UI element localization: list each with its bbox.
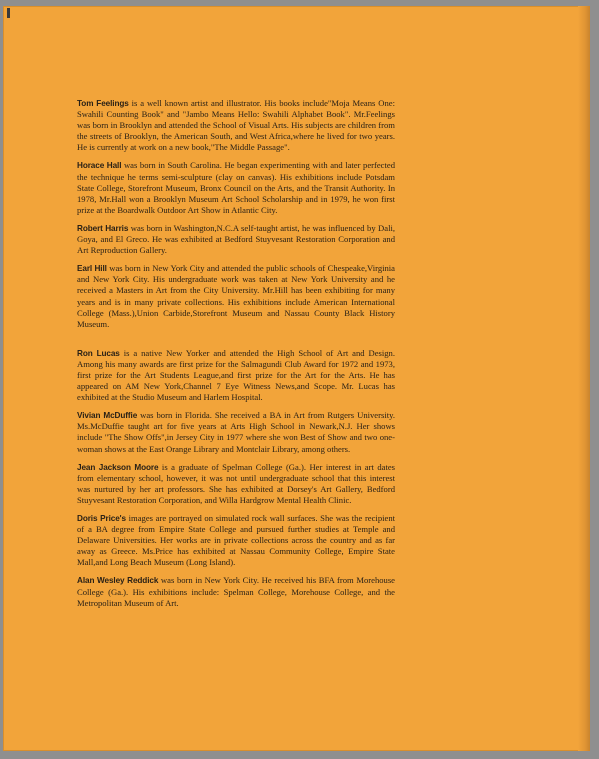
bio-vivian-mcduffie bbox=[77, 410, 395, 454]
artist-bios bbox=[77, 98, 395, 616]
page-edge bbox=[578, 6, 590, 751]
document-page bbox=[3, 6, 590, 751]
bio-earl-hill bbox=[77, 263, 395, 330]
bio-text: is a well known artist and illustrator. His books include"Moja Means One: Swahili Counting Book" and "Jambo Means Hello: Swahili Alphabet Book". Mr.Feelings was born in Brooklyn and attended the School of Visual Arts. His subjects are children from the streets of Brooklyn, the American South, and West Africa,where he lived for two years. He is currently at work on a new book,"The Middle Passage". bbox=[77, 98, 395, 153]
artist-name: Vivian McDuffie bbox=[77, 411, 138, 421]
artist-name: Tom Feelings bbox=[77, 99, 129, 108]
bio-doris-price bbox=[77, 513, 395, 568]
bio-ron-lucas bbox=[77, 348, 395, 403]
artist-name: Earl Hill bbox=[77, 264, 107, 274]
artist-name: Jean Jackson Moore bbox=[77, 462, 159, 472]
corner-mark bbox=[7, 8, 10, 18]
bio-text: was born in South Carolina. He began experimenting with and later perfected the technique he terms semi-sculpture (clay on canvas). His exhibitions include Potsdam State College, Storefront Museum, Bronx Council on the Arts, and the Transit Authority. In 1978, Mr.Hall won a Brooklyn Museum Art School Scholarship and in 1979, he won first prize at the Boardwalk Outdoor Art Show in Atlantic City. bbox=[77, 160, 395, 215]
bio-text: is a graduate of Spelman College (Ga.). Her interest in art dates from elementary school, however, it was not until undergraduate school that this interest was nurtured by her art professors. She has exhibited at Dorsey's Art Gallery, Bedford Stuyvesant Restoration Corporation, and Willa Hardgrow Mental Health Clinic. bbox=[77, 461, 396, 505]
bio-text: was born in Washington,N.C.A self-taught artist, he was influenced by Dali, Goya, and El Greco. He was exhibited at Bedford Stuyvesant Restoration Corporation and Art Reproduction Gallery. bbox=[77, 222, 395, 256]
bio-alan-wesley-reddick bbox=[77, 575, 395, 608]
artist-name: Horace Hall bbox=[77, 161, 122, 171]
bio-jean-jackson-moore bbox=[77, 462, 395, 506]
bio-tom-feelings bbox=[77, 98, 395, 153]
artist-name: Alan Wesley Reddick bbox=[77, 576, 159, 586]
artist-name: Robert Harris bbox=[77, 223, 129, 233]
bio-robert-harris bbox=[77, 223, 395, 256]
bio-text: was born in Florida. She received a BA in Art from Rutgers University. Ms.McDuffie taught art for five years at Arts High School in Newark,N.J. Her shows include "The Show Offs",in Jersey City in 1977 where she won Best of Show and two one-woman shows at the East Orange Library and Montclair Library, among others. bbox=[77, 410, 395, 454]
bio-text: images are portrayed on simulated rock wall surfaces. She was the recipient of a BA degree from Empire State College and pursued further studies at Temple and Delaware Universities. Her works are in private collections across the country and as far away as Greece. Ms.Price has exhibited at Nassau Community College, Empire State Mall,and Long Beach Museum (Long Island). bbox=[77, 513, 396, 568]
artist-name: Ron Lucas bbox=[77, 348, 120, 358]
bio-text: was born in New York City. He received his BFA from Morehouse College (Ga.). His exhibitions include: Spelman College, Morehouse College, and the Metropolitan Museum of Art. bbox=[77, 575, 395, 608]
bio-text: is a native New Yorker and attended the High School of Art and Design. Among his many awards are first prize for the Salmagundi Club Award for 1972 and 1973, first prize for the Art Students League,and first prize for the Art for the Arts. He has appeared on AM New York,Channel 7 Eye Witness News,and Scope. Mr. Lucas has exhibited at the Studio Museum and Harlem Hospital. bbox=[77, 347, 396, 403]
bio-text: was born in New York City and attended the public schools of Chespeake,Virginia and New York City. His undergraduate work was taken at New York University and he received a Masters in Art from the City University. Mr.Hill has been exhibiting for many years and is in many private collections. His exhibitions include American International College (Mass.),Union Carbide,Storefront Museum and Nassau County Black History Museum. bbox=[77, 263, 395, 329]
artist-name: Doris Price's bbox=[77, 514, 126, 523]
bio-horace-hall bbox=[77, 160, 395, 215]
